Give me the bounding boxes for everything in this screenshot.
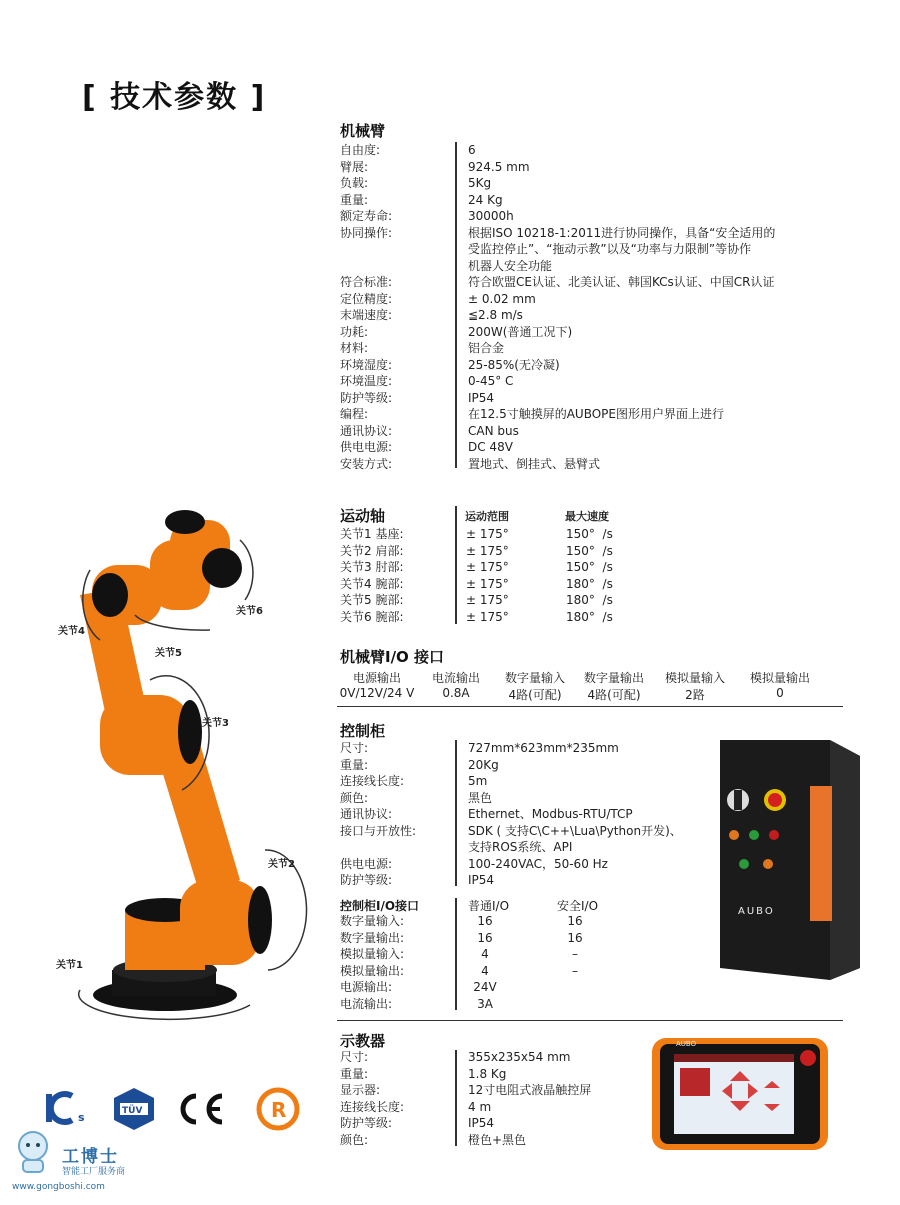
cabinet-value: 支持ROS系统、API: [468, 840, 573, 854]
cabinet-io-safe: [560, 979, 590, 996]
svg-text:TÜV: TÜV: [122, 1106, 143, 1116]
pendant-section-title: 示教器: [340, 1032, 386, 1050]
arm-value: 根据ISO 10218-1:2011进行协同操作，具备“安全适用的: [468, 225, 776, 240]
cabinet-values: [468, 740, 718, 889]
cabinet-io-normal: 3A: [477, 996, 493, 1011]
teach-pendant-image: [650, 1036, 830, 1156]
joint-label-6: 关节6: [236, 606, 263, 617]
axis-name: 关节6 腕部:: [340, 609, 404, 624]
axis-range: ± 175°: [466, 543, 509, 558]
section-rule: [337, 1020, 843, 1021]
arm-value: 25-85%(无冷凝): [468, 357, 560, 372]
cabinet-io-normal: 16: [477, 930, 493, 945]
arm-io-value: 0: [776, 686, 784, 700]
cabinet-value: IP54: [468, 873, 495, 887]
cabinet-label: 颜色:: [340, 790, 369, 805]
arm-value: 6: [468, 143, 476, 157]
cabinet-divider: [455, 740, 457, 886]
arm-value: 机器人安全功能: [468, 258, 553, 273]
cabinet-value: 100-240VAC，50-60 Hz: [468, 856, 608, 871]
watermark-name: 工博士: [62, 1147, 119, 1167]
page-title: [ 技术参数 ]: [82, 80, 267, 115]
arm-label: 额定寿命:: [340, 209, 393, 223]
pendant-value: 4 m: [468, 1099, 492, 1114]
arm-io-value: 0V/12V/24 V: [339, 686, 415, 700]
axis-speed: 150° /s: [566, 543, 613, 558]
cabinet-brand-text: AUBO: [738, 906, 775, 917]
arm-value: 30000h: [468, 209, 514, 223]
cabinet-io-label: 电源输出:: [340, 980, 393, 994]
cabinet-label: 接口与开放性:: [340, 823, 417, 838]
cabinet-section-title: 控制柜: [340, 722, 386, 740]
arm-divider: [455, 142, 457, 468]
cabinet-io-normal: 4: [481, 963, 489, 978]
arm-section-title: 机械臂: [340, 122, 386, 140]
arm-io-header: 模拟量输出: [749, 671, 810, 685]
axes-header-range: 运动范围: [465, 510, 509, 523]
joint-label-2: 关节2: [268, 859, 295, 870]
pendant-divider: [455, 1050, 457, 1146]
arm-label: [340, 258, 450, 275]
arm-label: 材料:: [340, 341, 369, 355]
arm-label: [340, 241, 450, 258]
arm-value: IP54: [468, 390, 495, 405]
cabinet-io-divider: [455, 898, 457, 1010]
axes-header-speed: 最大速度: [565, 510, 609, 523]
arm-value: CAN bus: [468, 423, 519, 438]
arm-value: 在12.5寸触摸屏的AUBOPE图形用户界面上进行: [468, 407, 724, 421]
pendant-value: IP54: [468, 1116, 495, 1130]
cabinet-label: 重量:: [340, 757, 369, 772]
axes-section-title: 运动轴: [340, 507, 386, 525]
cr-logo: [255, 1086, 301, 1132]
pendant-values: [468, 1049, 591, 1148]
arm-io-value: 2路: [685, 688, 705, 702]
kcs-logo: [42, 1088, 92, 1130]
arm-label: 环境湿度:: [340, 357, 393, 372]
pendant-label: 颜色:: [340, 1132, 369, 1147]
axis-name: 关节1 基座:: [340, 527, 404, 541]
joint-label-1: 关节1: [56, 960, 83, 971]
axes-ranges: [466, 526, 509, 625]
ce-logo: [174, 1090, 230, 1128]
arm-io-value: 4路(可配): [508, 688, 562, 702]
arm-value: 0-45° C: [468, 374, 514, 388]
pendant-value: 橙色+黑色: [468, 1132, 527, 1147]
pendant-labels: [340, 1049, 404, 1148]
svg-text:R: R: [271, 1098, 287, 1122]
arm-values: [468, 142, 888, 472]
axis-range: ± 175°: [466, 593, 509, 607]
svg-text:s: s: [78, 1111, 85, 1124]
arm-label: 编程:: [340, 407, 369, 421]
arm-value: 置地式、倒挂式、悬臂式: [468, 456, 601, 471]
pendant-value: 1.8 Kg: [468, 1066, 507, 1081]
arm-label: 通讯协议:: [340, 423, 393, 438]
gongboshi-mascot-icon: [8, 1126, 58, 1176]
watermark-url[interactable]: www.gongboshi.com: [12, 1182, 105, 1192]
watermark-slogan: 智能工厂服务商: [62, 1167, 126, 1177]
arm-label: 重量:: [340, 192, 369, 207]
axis-name: 关节2 肩部:: [340, 543, 404, 558]
axis-speed: 150° /s: [566, 527, 613, 541]
cabinet-label: [340, 839, 416, 856]
cabinet-label: 尺寸:: [340, 741, 369, 755]
cabinet-labels: [340, 740, 416, 889]
cabinet-io-safe: 16: [567, 914, 583, 928]
cabinet-value: 5m: [468, 774, 488, 788]
arm-label: 协同操作:: [340, 225, 393, 240]
pendant-label: 尺寸:: [340, 1050, 369, 1064]
pendant-value: 12寸电阻式液晶触控屏: [468, 1083, 592, 1097]
arm-label: 臂展:: [340, 159, 369, 174]
arm-labels: [340, 142, 450, 472]
arm-value: ± 0.02 mm: [468, 291, 536, 306]
tuv-logo: [108, 1086, 160, 1132]
arm-io-title: 机械臂I/O 接口: [340, 648, 445, 666]
cabinet-io-header-normal: 普通I/O: [468, 899, 510, 913]
cabinet-io-label: 模拟量输入:: [340, 947, 405, 961]
arm-value: 924.5 mm: [468, 159, 530, 174]
joint-label-4: 关节4: [58, 626, 85, 637]
axis-name: 关节3 肘部:: [340, 560, 404, 574]
cabinet-value: Ethernet、Modbus-RTU/TCP: [468, 807, 633, 821]
arm-label: 安装方式:: [340, 456, 393, 471]
control-cabinet-image: [710, 728, 870, 983]
cabinet-io-normal: 24V: [473, 980, 497, 994]
cabinet-io-safe: [560, 996, 590, 1013]
cabinet-io-label: 模拟量输出:: [340, 963, 405, 978]
cabinet-io-normal: 4: [481, 947, 489, 961]
pendant-label: 连接线长度:: [340, 1099, 405, 1114]
axes-speeds: [566, 526, 613, 625]
pendant-label: 重量:: [340, 1066, 369, 1081]
cabinet-label: 连接线长度:: [340, 774, 405, 788]
cabinet-io-safe: 16: [567, 930, 583, 945]
cabinet-value: 20Kg: [468, 757, 499, 772]
cabinet-io-label: 电流输出:: [340, 996, 393, 1011]
cabinet-io-label: 数字量输入:: [340, 914, 405, 928]
axis-speed: 180° /s: [566, 576, 613, 591]
arm-label: 符合标准:: [340, 275, 393, 289]
axis-name: 关节4 腕部:: [340, 576, 404, 591]
joint-label-3: 关节3: [202, 718, 229, 729]
cabinet-io-title: 控制柜I/O接口: [340, 899, 420, 913]
arm-label: 自由度:: [340, 143, 381, 157]
pendant-value: 355x235x54 mm: [468, 1050, 571, 1064]
axis-range: ± 175°: [466, 527, 509, 541]
pendant-brand-text: AUBO: [676, 1040, 697, 1048]
arm-io-header: 模拟量输入: [664, 671, 725, 685]
arm-io-header: 电源输出: [352, 671, 401, 685]
arm-label: 防护等级:: [340, 390, 393, 405]
arm-io-header: 电流输出: [431, 671, 480, 685]
cabinet-label: 通讯协议:: [340, 807, 393, 821]
arm-io-header: 数字量输入: [504, 671, 565, 685]
arm-value: 受监控停止”、“拖动示教”以及“功率与力限制”等协作: [468, 242, 752, 256]
arm-label: 供电电源:: [340, 440, 393, 454]
cabinet-io-label: 数字量输出:: [340, 930, 405, 945]
arm-io-header: 数字量输出: [583, 671, 644, 685]
pendant-label: 显示器:: [340, 1083, 381, 1097]
axes-divider: [455, 506, 457, 624]
arm-label: 定位精度:: [340, 291, 393, 306]
arm-value: 5Kg: [468, 176, 492, 190]
pendant-label: 防护等级:: [340, 1116, 393, 1130]
cabinet-io-labels: [340, 913, 404, 1012]
cabinet-label: 防护等级:: [340, 873, 393, 887]
cabinet-io-safe: –: [572, 947, 578, 961]
axis-range: ± 175°: [466, 609, 509, 624]
axis-speed: 180° /s: [566, 609, 613, 624]
cabinet-io-header-safe: 安全I/O: [557, 899, 599, 913]
arm-value: 200W(普通工况下): [468, 324, 573, 339]
cabinet-io-safe: –: [572, 963, 578, 978]
axes-names: [340, 526, 404, 625]
axis-speed: 180° /s: [566, 593, 613, 607]
cabinet-value: SDK ( 支持C\C++\Lua\Python开发)、: [468, 823, 682, 838]
axis-range: ± 175°: [466, 576, 509, 591]
axis-range: ± 175°: [466, 560, 509, 574]
arm-io-value: 4路(可配): [587, 688, 641, 702]
arm-value: ≦2.8 m/s: [468, 308, 523, 322]
arm-value: 铝合金: [468, 341, 505, 355]
arm-value: 24 Kg: [468, 192, 503, 207]
cabinet-io-normal-values: [470, 913, 500, 1012]
axis-name: 关节5 腕部:: [340, 593, 404, 607]
joint-label-5: 关节5: [155, 648, 182, 659]
axis-speed: 150° /s: [566, 560, 613, 574]
cabinet-label: 供电电源:: [340, 856, 393, 871]
robot-arm-image: [40, 500, 330, 1040]
arm-value: DC 48V: [468, 440, 513, 454]
arm-value: 符合欧盟CE认证、北美认证、韩国KCs认证、中国CR认证: [468, 275, 775, 289]
cabinet-io-normal: 16: [477, 914, 493, 928]
arm-label: 功耗:: [340, 324, 369, 339]
section-rule: [337, 706, 843, 707]
arm-io-value: 0.8A: [442, 686, 470, 700]
arm-label: 环境温度:: [340, 374, 393, 388]
cabinet-io-safe-values: [560, 913, 590, 1012]
arm-label: 负载:: [340, 176, 369, 190]
cabinet-value: 黑色: [468, 790, 493, 805]
cabinet-value: 727mm*623mm*235mm: [468, 741, 619, 755]
arm-label: 末端速度:: [340, 308, 393, 322]
